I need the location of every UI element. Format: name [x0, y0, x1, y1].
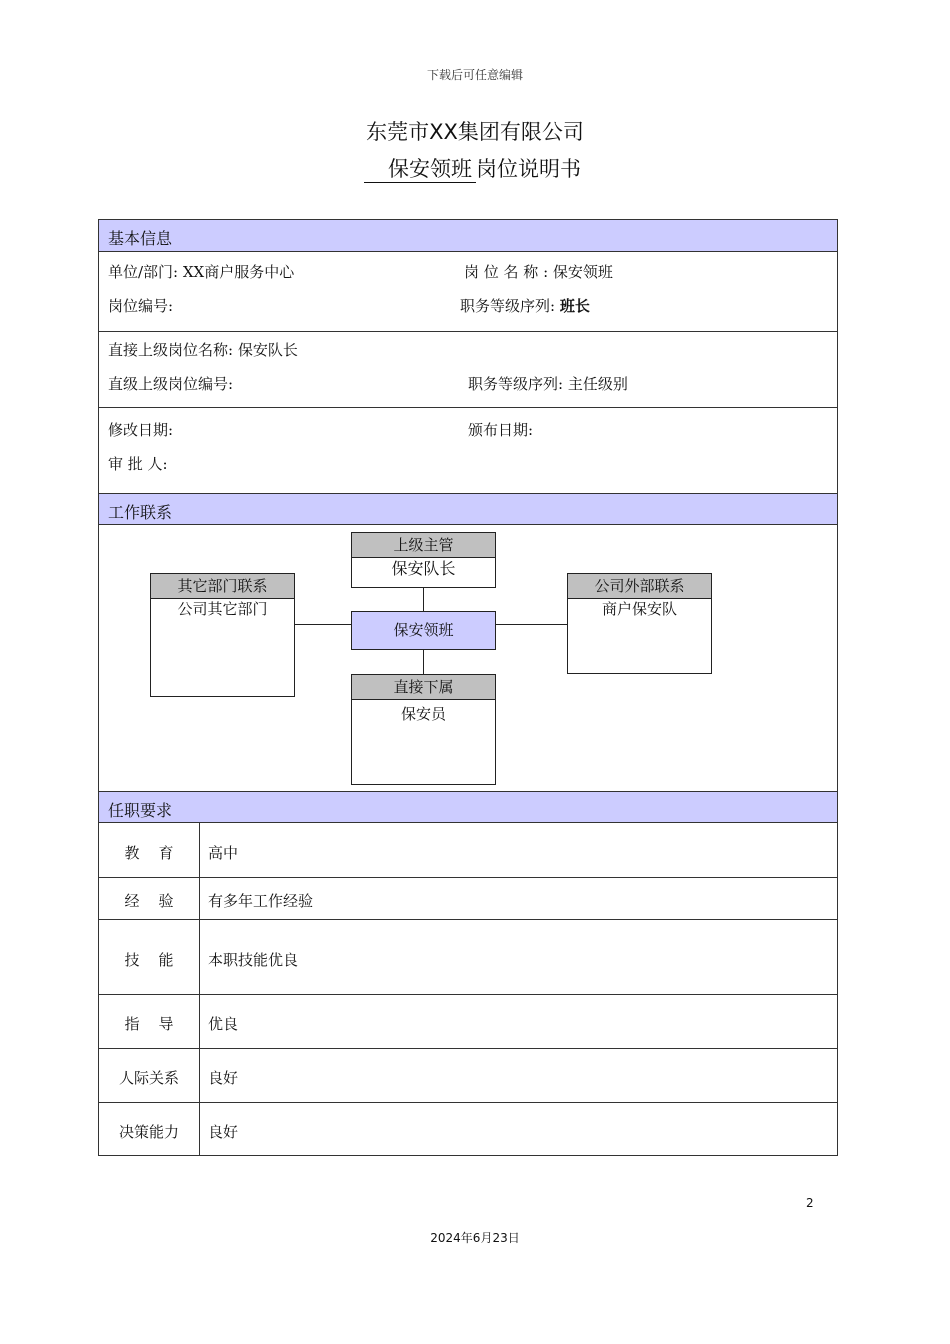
- req-value: 良好: [208, 1123, 239, 1141]
- document-title: [364, 156, 581, 183]
- req-value: 高中: [208, 844, 239, 862]
- row-divider: [99, 877, 837, 878]
- superior-head: 上级主管: [352, 533, 495, 558]
- external-box: [567, 573, 712, 674]
- req-value: 良好: [208, 1069, 239, 1087]
- position-code-field: 岗位编号:: [108, 297, 174, 315]
- subordinate-body: 保安员: [400, 705, 446, 723]
- superior-name-field: 直接上级岗位名称: 保安队长: [108, 341, 298, 359]
- row-divider: [99, 994, 837, 995]
- req-label: 决策能力: [118, 1123, 179, 1141]
- position-name-field: 岗 位 名 称 : 保安领班: [464, 263, 613, 281]
- req-value: 本职技能优良: [208, 951, 299, 969]
- superior-code-field: 直级上级岗位编号:: [108, 375, 234, 393]
- company-title: 东莞市XX集团有限公司: [366, 120, 584, 144]
- section-work-relations: [99, 493, 837, 525]
- job-description-table: [98, 219, 838, 1156]
- dept-field: 单位/部门: XX商户服务中心: [108, 263, 295, 281]
- approver-field: 审 批 人:: [108, 455, 168, 473]
- row-divider: [99, 1102, 837, 1103]
- section-title: 工作联系: [108, 503, 173, 522]
- grade-value: 班长: [559, 297, 590, 315]
- header-note: 下载后可任意编辑: [426, 68, 523, 82]
- other-dept-box: [150, 573, 295, 697]
- footer-date: 2024年6月23日: [430, 1231, 520, 1245]
- divider: [99, 331, 837, 332]
- doc-title: 岗位说明书: [476, 157, 581, 181]
- req-label: 人际关系: [118, 1069, 179, 1087]
- connector-bottom: [423, 649, 424, 674]
- req-value: 优良: [208, 1015, 239, 1033]
- req-label: 教 育: [124, 844, 174, 862]
- other-dept-body: 公司其它部门: [177, 600, 268, 618]
- position-title: 保安领班: [364, 156, 476, 183]
- connector-right: [495, 624, 567, 625]
- connector-left: [294, 624, 351, 625]
- section-title: 基本信息: [108, 229, 173, 248]
- row-divider: [99, 919, 837, 920]
- grade-field: [460, 295, 590, 316]
- superior-body: 保安队长: [391, 559, 456, 578]
- column-divider: [199, 823, 200, 1156]
- center-position-box: 保安领班: [351, 611, 496, 650]
- external-head: 公司外部联系: [568, 574, 711, 599]
- modify-date-field: 修改日期:: [108, 421, 174, 439]
- row-divider: [99, 1048, 837, 1049]
- section-basic-info: [99, 220, 837, 252]
- issue-date-field: 颁布日期:: [468, 421, 534, 439]
- subordinate-box: [351, 674, 496, 785]
- connector-top: [423, 587, 424, 611]
- req-label: 技 能: [124, 951, 174, 969]
- grade-label: 职务等级序列:: [460, 297, 556, 315]
- req-label: 经 验: [124, 892, 174, 910]
- req-label: 指 导: [124, 1015, 174, 1033]
- superior-grade-field: 职务等级序列: 主任级别: [468, 375, 628, 393]
- divider: [99, 407, 837, 408]
- section-requirements: [99, 791, 837, 823]
- section-title: 任职要求: [108, 801, 173, 820]
- subordinate-head: 直接下属: [352, 675, 495, 700]
- page-number: 2: [806, 1196, 814, 1210]
- superior-box: [351, 532, 496, 588]
- external-body: 商户保安队: [601, 600, 677, 618]
- other-dept-head: 其它部门联系: [151, 574, 294, 599]
- req-value: 有多年工作经验: [208, 892, 314, 910]
